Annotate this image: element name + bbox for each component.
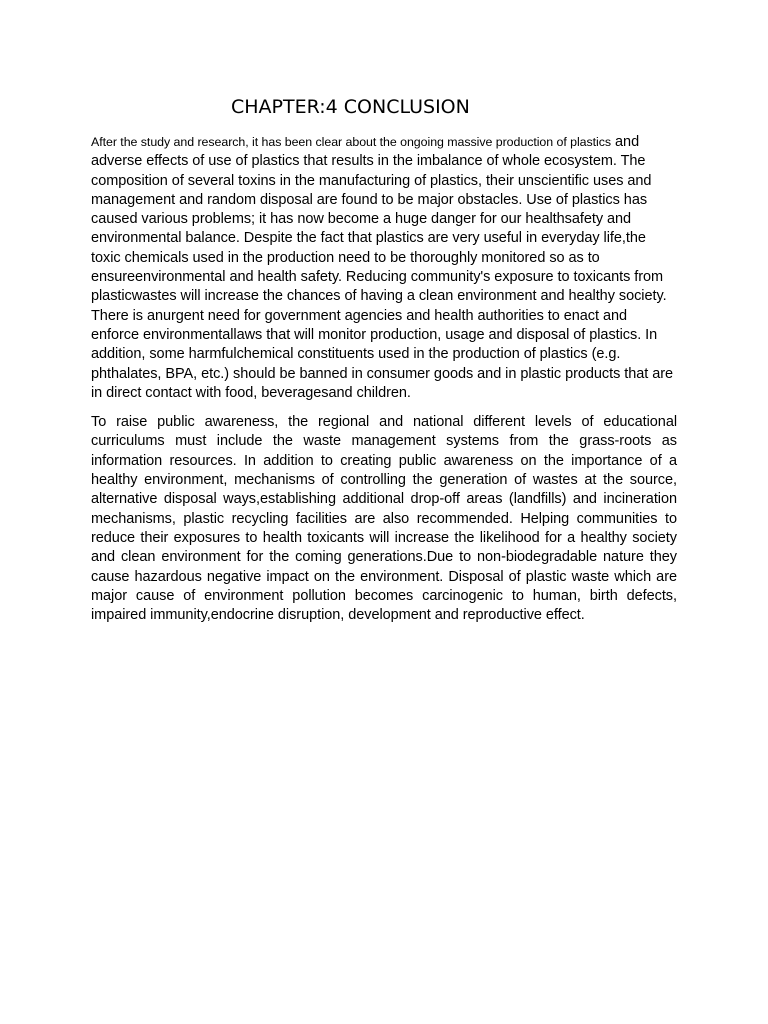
chapter-title: CHAPTER:4 CONCLUSION — [231, 96, 470, 118]
body-text — [91, 133, 677, 625]
paragraph-1 — [91, 133, 677, 403]
paragraph-1-lead: After the study and research, it has been clear about the ongoing massive production of plastics — [91, 135, 612, 149]
paragraph-2-text: To raise public awareness, the regional and national different levels of educational curriculums must include the waste management systems from the grass-roots as information resources. In addition to creating public awareness on the importance of a healthy environment, mechanisms of controlling the generation of wastes at the source, alternative disposal ways,establishing additional drop-off areas (landfills) and incineration mechanisms, plastic recycling facilities are also recommended. Helping communities to reduce their exposures to health toxicants will increase the likelihood for a healthy society and clean environment for the coming generations.Due to non-biodegradable nature they cause hazardous negative impact on the environment. Disposal of plastic waste which are major cause of environment pollution becomes carcinogenic to human, birth defects, impaired immunity,endocrine disruption, development and reproductive effect. — [91, 414, 677, 624]
paragraph-1-text: and adverse effects of use of plastics that results in the imbalance of whole ecosystem. The composition of several toxins in the manufacturing of plastics, their unscientific uses and management and random disposal are found to be major obstacles. Use of plastics has caused various problems; it has now become a huge danger for our healthsafety and environmental balance. Despite the fact that plastics are very useful in everyday life,the toxic chemicals used in the production need to be thoroughly monitored so as to ensureenvironmental and health safety. Reducing community's exposure to toxicants from plasticwastes will increase the chances of having a clean environment and healthy society. There is anurgent need for government agencies and health authorities to enact and enforce environmentallaws that will monitor production, usage and disposal of plastics. In addition, some harmfulchemical constituents used in the production of plastics (e.g. phthalates, BPA, etc.) should be banned in consumer goods and in plastic products that are in direct contact with food, beveragesand children. — [91, 134, 674, 401]
paragraph-2 — [91, 413, 677, 625]
